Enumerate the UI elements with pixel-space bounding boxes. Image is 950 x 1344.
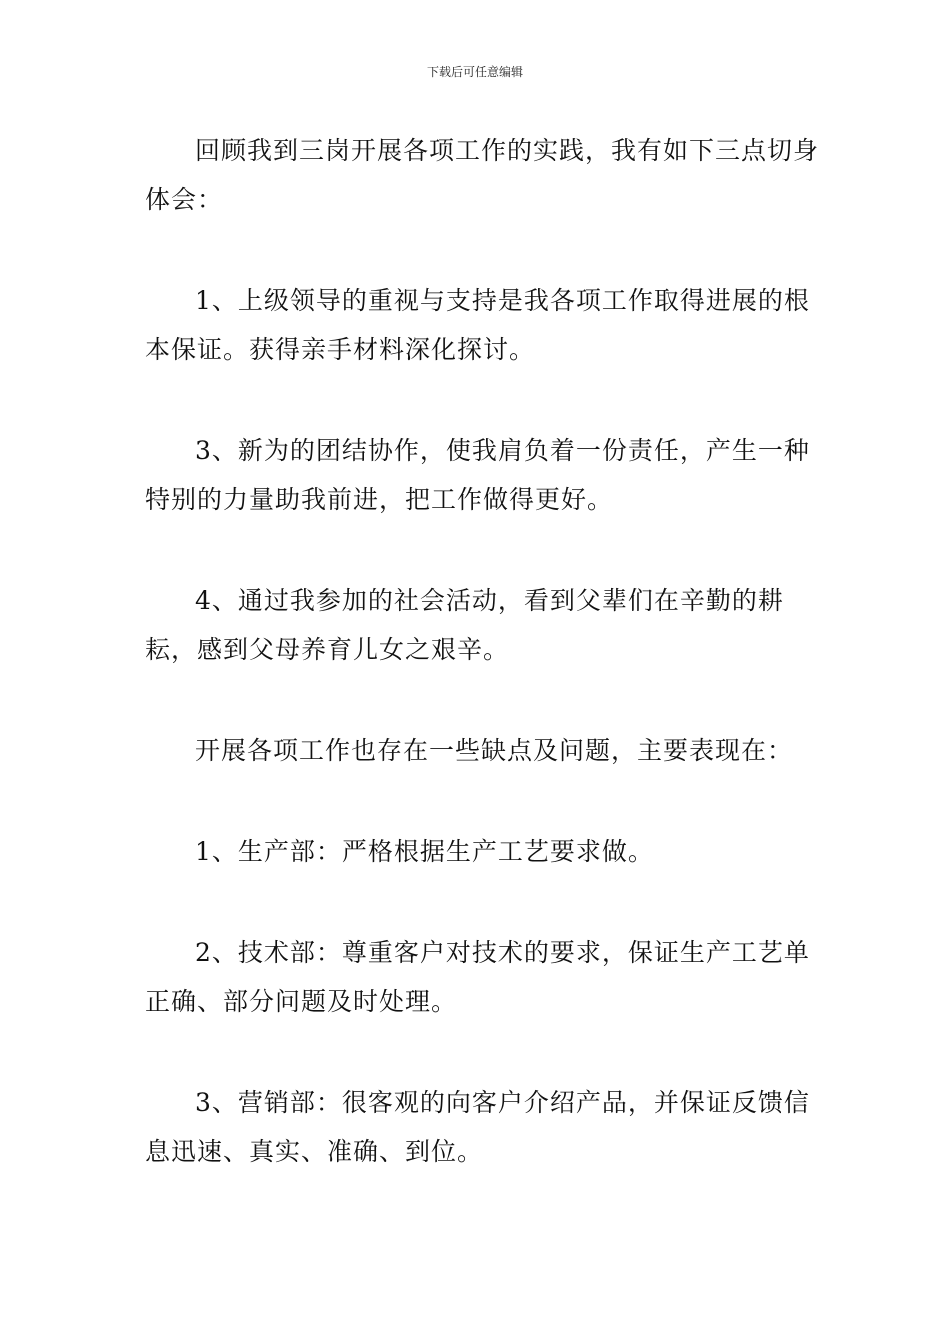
paragraph-technical: 2、技术部：尊重客户对技术的要求，保证生产工艺单正确、部分问题及时处理。 <box>145 938 810 1016</box>
document-body <box>145 126 835 1228</box>
paragraph-intro: 回顾我到三岗开展各项工作的实践，我有如下三点切身体会： <box>145 136 820 214</box>
paragraph-point-3: 3、新为的团结协作，使我肩负着一份责任，产生一种特别的力量助我前进，把工作做得更好。 <box>145 436 810 514</box>
paragraph-problems-intro: 开展各项工作也存在一些缺点及问题，主要表现在： <box>195 736 794 765</box>
paragraph-production: 1、生产部：严格根据生产工艺要求做。 <box>195 837 654 866</box>
paragraph-point-4: 4、通过我参加的社会活动，看到父辈们在辛勤的耕耘，感到父母养育儿女之艰辛。 <box>145 586 784 664</box>
paragraph-marketing: 3、营销部：很客观的向客户介绍产品，并保证反馈信息迅速、真实、准确、到位。 <box>145 1088 810 1166</box>
paragraph-point-1: 1、上级领导的重视与支持是我各项工作取得进展的根本保证。获得亲手材料深化探讨。 <box>145 286 810 364</box>
page-header: 下载后可任意编辑 <box>426 65 523 79</box>
